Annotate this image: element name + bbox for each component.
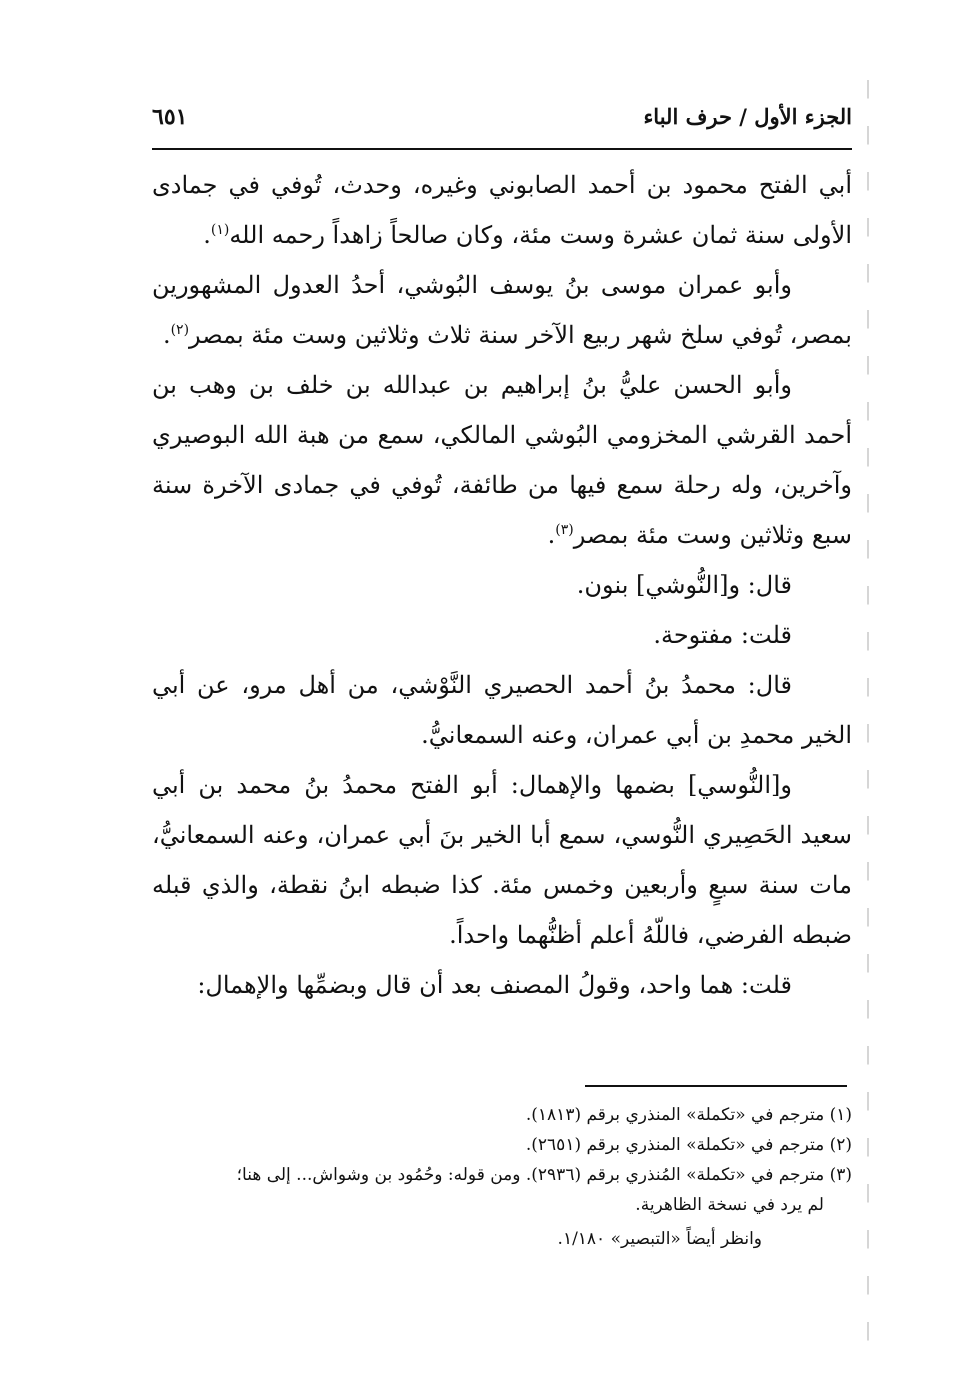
page-number: ٦٥١: [152, 104, 188, 130]
paragraph-3: [152, 360, 852, 560]
paragraph-text: وأبو عمران موسى بنُ يوسف البُوشي، أحدُ العدول المشهورين بمصر، تُوفي سلخ شهر ربيع الآخر سنة ثلاث وثلاثين وست مئة بمصر: [152, 271, 852, 349]
footnotes: [152, 1100, 852, 1254]
footnote-3-continuation: لم يرد في نسخة الظاهرية.: [635, 1195, 824, 1215]
footnote-2: (٢) مترجم في «تكملة» المنذري برقم (٢٦٥١).: [525, 1135, 852, 1155]
paragraph-5: قلت: مفتوحة.: [653, 621, 792, 649]
footnote-ref-2: (٢): [170, 322, 190, 338]
paragraph-1: [152, 160, 852, 260]
footnote-3-see-also: وانظر أيضاً «التبصير» ١/١٨٠.: [557, 1229, 762, 1249]
running-title: الجزء الأول / حرف الباء: [643, 104, 852, 129]
paragraph-2: [152, 260, 852, 360]
paragraph-8: قلت: هما واحد، وقولُ المصنف بعد أن قال وبضمِّها والإهمال:: [197, 971, 792, 999]
header-rule: [152, 148, 852, 150]
paragraph-end: .: [203, 221, 211, 249]
main-text: [152, 160, 852, 1010]
page-header: [152, 100, 852, 144]
footnote-3: (٣) مترجم في «تكملة» المُنذري برقم (٢٩٣٦). ومن قوله: وحُمُود بن وشواش... إلى هنا؛: [236, 1165, 852, 1185]
scan-margin-dots: [867, 80, 869, 1360]
footnote-1: (١) مترجم في «تكملة» المنذري برقم (١٨١٣).: [525, 1105, 852, 1125]
paragraph-text: وأبو الحسن عليُّ بنُ إبراهيم بن عبدالله بن خلف بن وهب بن أحمد القرشي المخزومي البُوشي المالكي، سمع من هبة الله البوصيري وآخرين، وله رحلة سمع فيها من طائفة، تُوفي في جمادى الآخرة سنة سبع وثلاثين وست مئة بمصر: [152, 371, 853, 549]
paragraph-7: و[النُّوسي] بضمها والإهمال: أبو الفتح محمدُ بنُ محمد بن أبي سعيد الحَصِيري النُّوسي، سمع أبا الخير بنَ أبي عمران، وعنه السمعانيُّ، مات سنة سبعٍ وأربعين وخمس مئة. كذا ضبطه ابنُ نقطة، والذي قبله ضبطه الفرضي، فاللّهُ أعلم أظنُّهما واحداً.: [152, 771, 853, 949]
footnote-ref-3: (٣): [555, 522, 574, 538]
paragraph-text: أبي الفتح محمود بن أحمد الصابوني وغيره، وحدث، تُوفي في جمادى الأولى سنة ثمان عشرة وست مئة، وكان صالحاً زاهداً رحمه الله: [152, 171, 852, 249]
paragraph-end: .: [162, 321, 171, 349]
footnote-rule: [585, 1085, 847, 1087]
paragraph-4: قال: و[النُّوشي] بنون.: [576, 571, 792, 599]
paragraph-end: .: [547, 521, 556, 549]
footnote-ref-1: (١): [210, 222, 230, 238]
paragraph-6: قال: محمدُ بنُ أحمد الحصيري النَّوْشي، من أهل مرو، عن أبي الخير محمدِ بن أبي عمران، وعنه السمعانيُّ.: [152, 671, 852, 749]
